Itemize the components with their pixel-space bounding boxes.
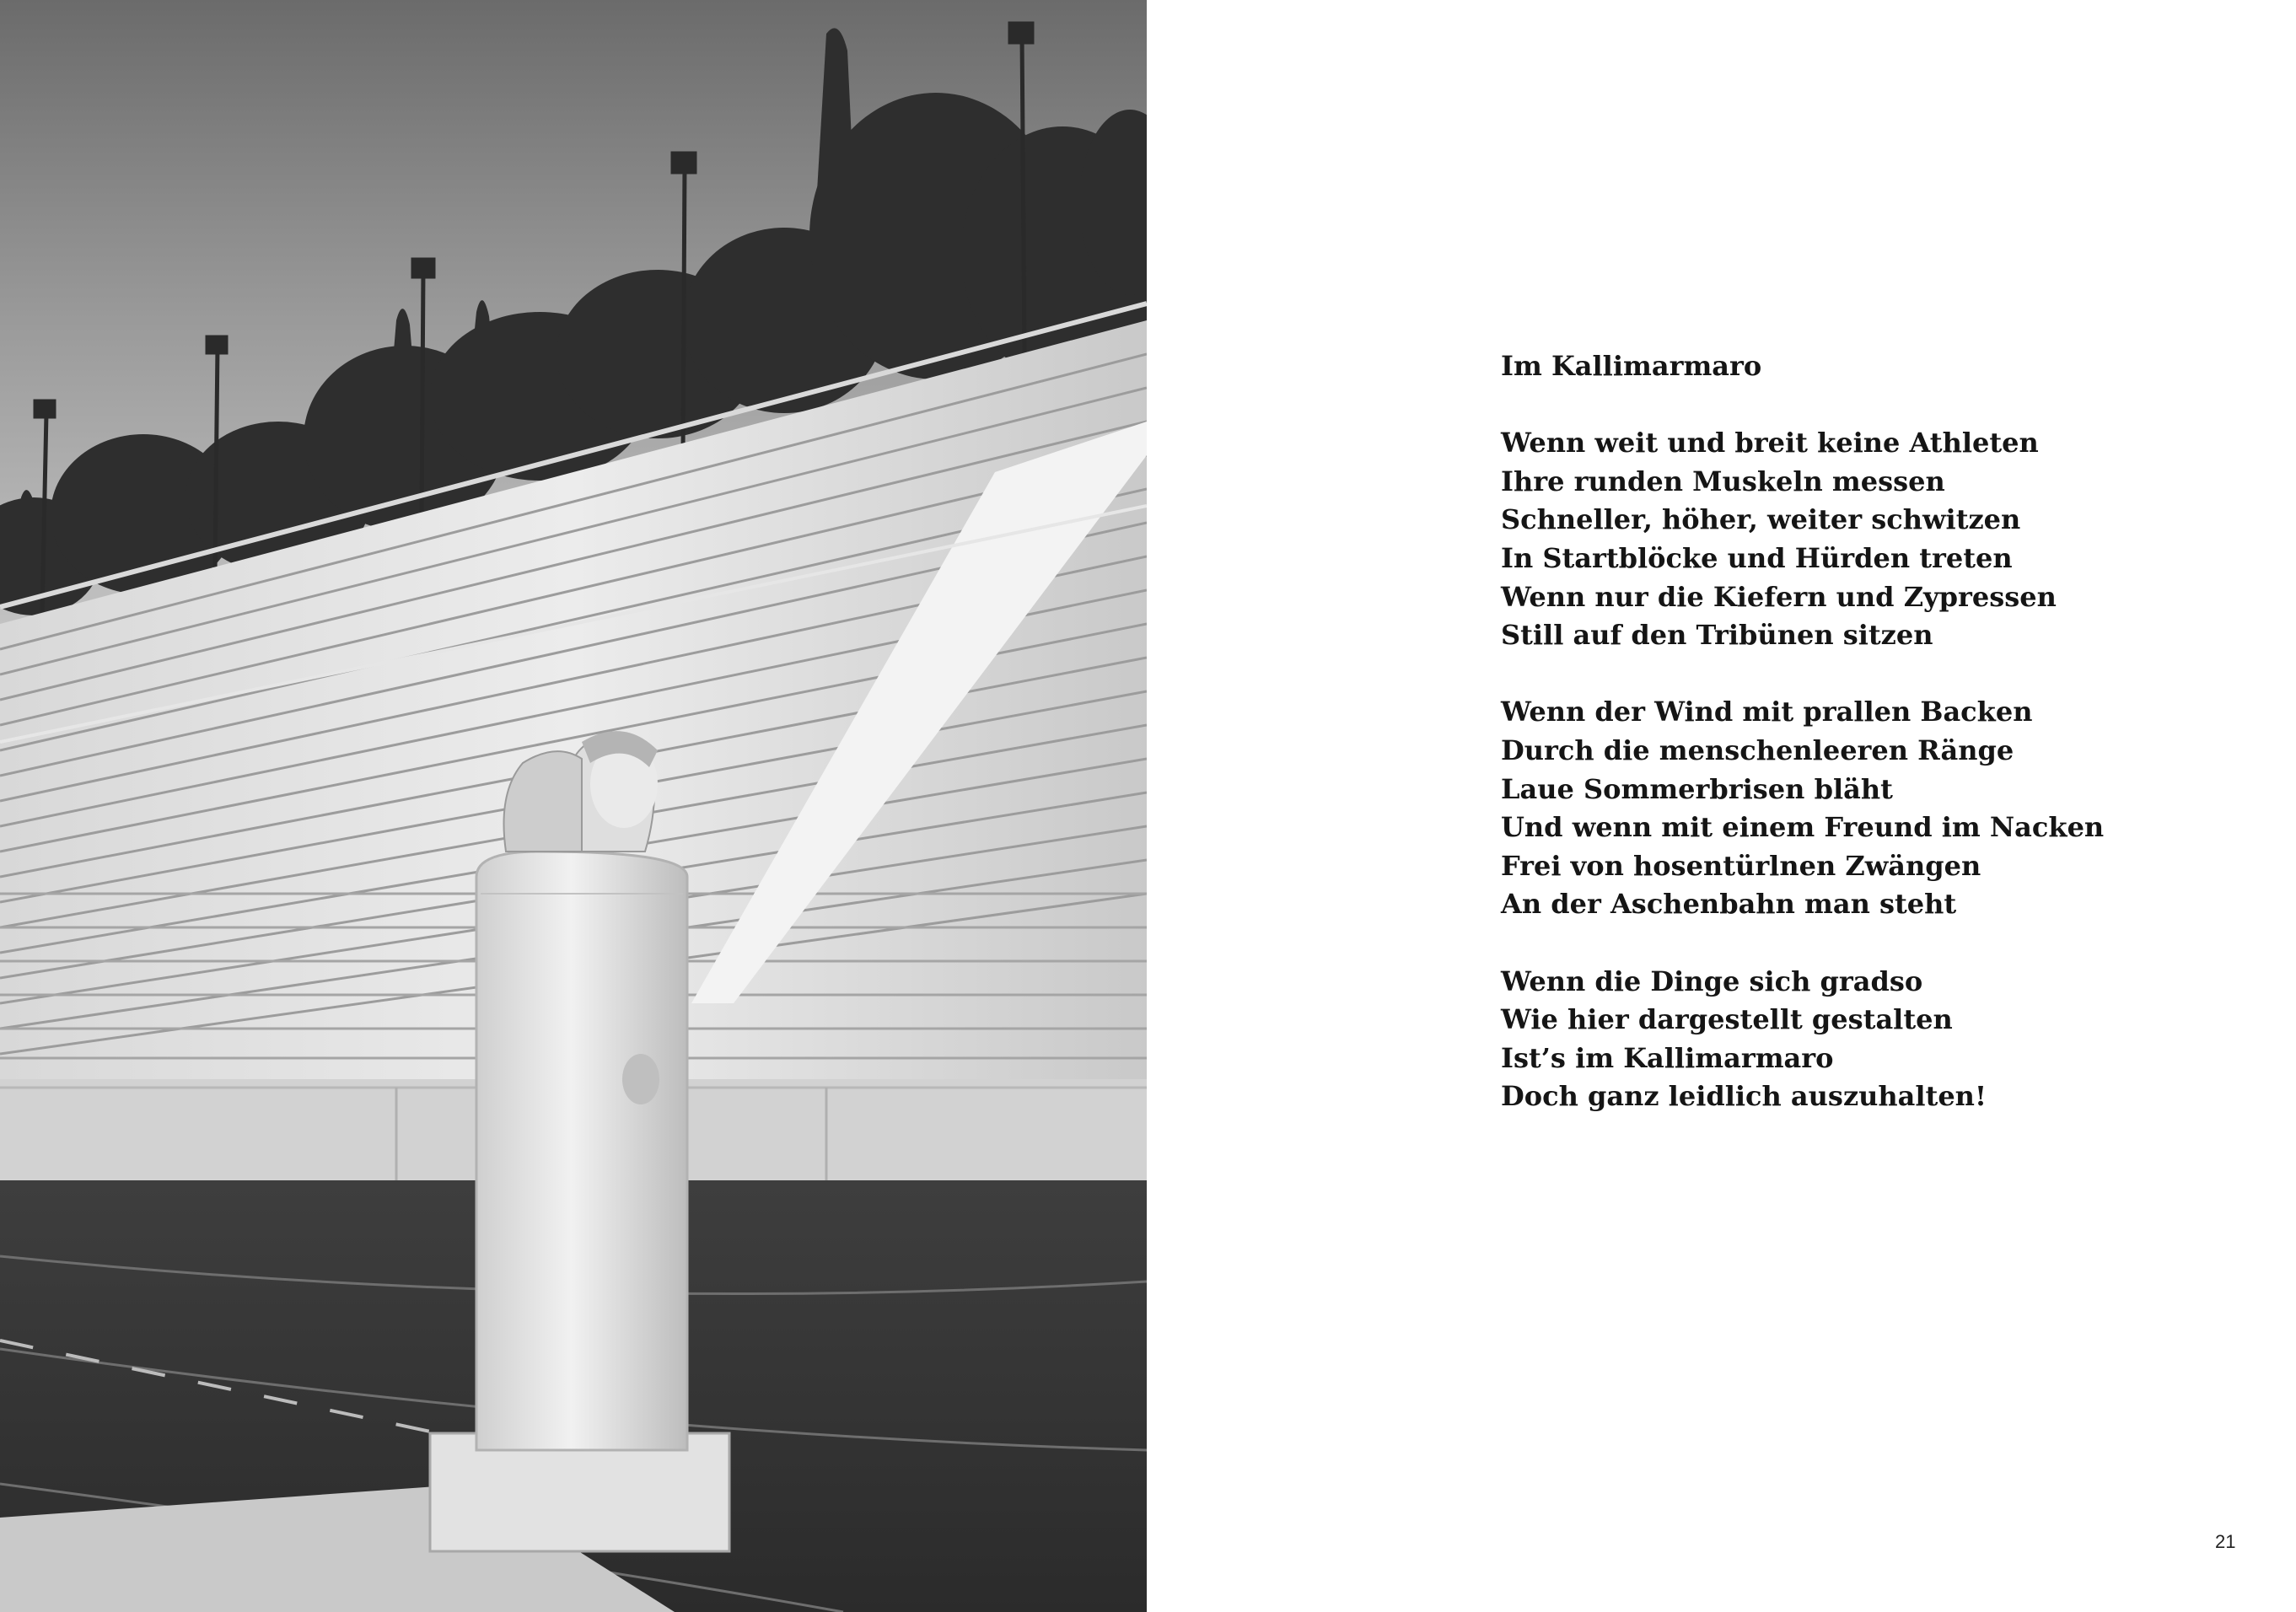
poem [1501,347,2175,1154]
poem-line: Doch ganz leidlich auszuhalten! [1501,1080,1987,1113]
poem-line: Und wenn mit einem Freund im Nacken [1501,811,2105,844]
poem-line: Wenn weit und breit keine Athleten [1501,427,2039,459]
poem-page [1147,0,2296,1612]
stanza-3 [1501,963,2175,1116]
poem-line: In Startblöcke und Hürden treten [1501,541,2013,574]
poem-line: Frei von hosentürlnen Zwängen [1501,849,1981,882]
page-number: 21 [2215,1531,2236,1552]
stanza-2 [1501,693,2175,924]
stanza-1 [1501,424,2175,655]
poem-title: Im Kallimarmaro [1501,350,1762,382]
poem-line: Wenn der Wind mit prallen Backen [1501,696,2033,728]
poem-line: Ist’s im Kallimarmaro [1501,1041,1834,1074]
poem-line: Durch die menschenleeren Ränge [1501,733,2014,766]
poem-line: Ihre runden Muskeln messen [1501,465,1945,497]
stadium-photo-illustration [0,0,1147,1612]
stadium-photo [0,0,1147,1612]
poem-line: Laue Sommerbrisen bläht [1501,772,1893,805]
poem-line: Schneller, höher, weiter schwitzen [1501,503,2021,536]
poem-line: Still auf den Tribünen sitzen [1501,619,1933,652]
poem-line: Wenn nur die Kiefern und Zypressen [1501,580,2057,613]
poem-line: An der Aschenbahn man steht [1501,888,1957,921]
poem-line: Wie hier dargestellt gestalten [1501,1003,1953,1036]
poem-line: Wenn die Dinge sich gradso [1501,965,1923,997]
